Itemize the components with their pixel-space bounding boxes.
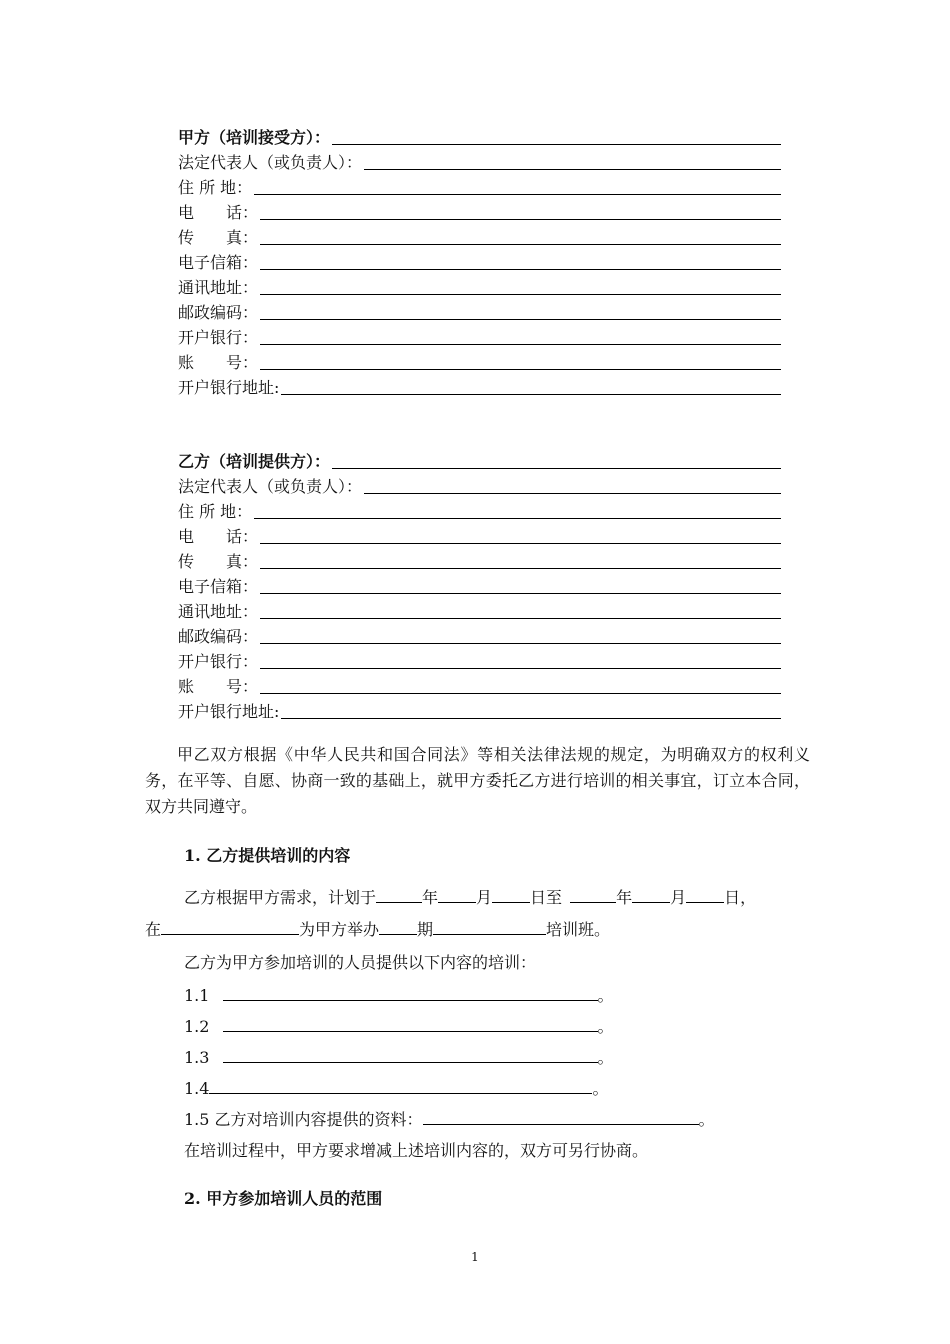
item-period: 。: [597, 1048, 614, 1067]
party-a-field-label: 账 号：: [178, 353, 259, 372]
class-name-blank[interactable]: [433, 918, 546, 935]
party-b-field-blank[interactable]: [254, 518, 781, 519]
plan-prefix: 乙方根据甲方需求，计划于: [184, 888, 377, 907]
start-day-blank[interactable]: [492, 886, 530, 903]
location-blank[interactable]: [161, 918, 299, 935]
party-a-field-label: 开户银行地址:: [178, 378, 280, 397]
party-a-field-row: [178, 149, 781, 173]
party-b-field-row: [178, 648, 781, 672]
party-b-name-blank[interactable]: [332, 468, 781, 469]
party-b-field-row: [178, 523, 781, 547]
party-a-field-blank[interactable]: [260, 269, 781, 270]
party-a-field-label: 法定代表人（或负责人）：: [178, 153, 363, 172]
item-number: 1.4: [184, 1079, 210, 1098]
party-b-field-label: 开户银行地址:: [178, 702, 280, 721]
year-label: 年: [422, 888, 439, 907]
item-period: 。: [597, 1017, 614, 1036]
party-a-field-label: 电子信箱：: [178, 253, 259, 272]
item-content-blank[interactable]: [223, 984, 598, 1001]
party-a-field-row: [178, 349, 781, 373]
party-b-field-row: [178, 548, 781, 572]
party-b-field-label: 邮政编码：: [178, 627, 259, 646]
party-b-field-blank[interactable]: [364, 493, 781, 494]
training-item: [184, 1046, 614, 1069]
item-content-blank[interactable]: [209, 1077, 592, 1094]
party-b-field-blank[interactable]: [260, 668, 781, 669]
end-month-blank[interactable]: [632, 886, 670, 903]
start-month-blank[interactable]: [438, 886, 476, 903]
party-b-field-row: [178, 473, 781, 497]
party-a-field-row: [178, 324, 781, 348]
party-b-field-label: 电 话：: [178, 527, 259, 546]
party-a-name-blank[interactable]: [332, 144, 781, 145]
day-label: 日，: [724, 888, 757, 907]
party-a-field-row: [178, 274, 781, 298]
training-item: [184, 1015, 614, 1038]
day-to-label: 日至: [530, 888, 563, 907]
period-count-blank[interactable]: [379, 918, 417, 935]
party-a-field-blank[interactable]: [260, 319, 781, 320]
party-a-field-row: [178, 249, 781, 273]
party-b-field-row: [178, 673, 781, 697]
item-number: 1.1: [184, 986, 215, 1005]
party-b-field-label: 传 真：: [178, 552, 259, 571]
party-b-field-blank[interactable]: [260, 643, 781, 644]
materials-blank[interactable]: [423, 1108, 699, 1125]
provide-line: 乙方为甲方参加培训的人员提供以下内容的培训：: [184, 953, 537, 972]
party-b-field-label: 通讯地址：: [178, 602, 259, 621]
item-content-blank[interactable]: [223, 1015, 598, 1032]
party-b-field-label: 住 所 地：: [178, 502, 253, 521]
party-b-field-blank[interactable]: [260, 618, 781, 619]
materials-label: 1.5 乙方对培训内容提供的资料：: [184, 1110, 423, 1129]
party-a-field-label: 开户银行：: [178, 328, 259, 347]
party-a-field-blank[interactable]: [260, 244, 781, 245]
party-b-title-row: [178, 448, 781, 472]
start-year-blank[interactable]: [376, 886, 422, 903]
party-b-field-row: [178, 623, 781, 647]
materials-line: [184, 1108, 715, 1131]
party-b-field-label: 开户银行：: [178, 652, 259, 671]
item-period: 。: [597, 986, 614, 1005]
party-b-field-row: [178, 573, 781, 597]
training-plan-line-1: [184, 886, 756, 909]
party-a-field-row: [178, 199, 781, 223]
party-b-field-blank[interactable]: [260, 543, 781, 544]
year-label: 年: [616, 888, 633, 907]
party-a-field-row: [178, 174, 781, 198]
party-a-field-label: 电 话：: [178, 203, 259, 222]
end-day-blank[interactable]: [686, 886, 724, 903]
training-item: [184, 984, 614, 1007]
training-item: [184, 1077, 608, 1100]
party-b-field-blank[interactable]: [281, 718, 781, 719]
host-label: 为甲方举办: [299, 920, 380, 939]
period-label: 期: [417, 920, 434, 939]
party-a-title: 甲方（培训接受方）：: [178, 128, 331, 147]
party-b-field-label: 法定代表人（或负责人）：: [178, 477, 363, 496]
party-b-field-row: [178, 598, 781, 622]
party-a-field-blank[interactable]: [281, 394, 781, 395]
month-label: 月: [670, 888, 687, 907]
item-period: 。: [592, 1079, 609, 1098]
section-2-heading: 2. 甲方参加培训人员的范围: [184, 1189, 383, 1208]
intro-paragraph: 甲乙双方根据《中华人民共和国合同法》等相关法律法规的规定，为明确双方的权利义务，在平等、自愿、协商一致的基础上，就甲方委托乙方进行培训的相关事宜，订立本合同，双方共同遵守。: [145, 745, 810, 816]
party-a-field-blank[interactable]: [260, 219, 781, 220]
item-number: 1.3: [184, 1048, 215, 1067]
party-a-field-blank[interactable]: [260, 369, 781, 370]
party-a-field-row: [178, 299, 781, 323]
party-a-title-row: [178, 124, 781, 148]
party-b-field-row: [178, 498, 781, 522]
party-b-field-blank[interactable]: [260, 593, 781, 594]
month-label: 月: [476, 888, 493, 907]
materials-period: 。: [698, 1110, 715, 1129]
party-a-field-label: 传 真：: [178, 228, 259, 247]
party-b-field-label: 电子信箱：: [178, 577, 259, 596]
party-a-field-blank[interactable]: [260, 294, 781, 295]
end-year-blank[interactable]: [570, 886, 616, 903]
item-number: 1.2: [184, 1017, 215, 1036]
party-b-title: 乙方（培训提供方）：: [178, 452, 331, 471]
adjustment-note: 在培训过程中，甲方要求增减上述培训内容的，双方可另行协商。: [184, 1141, 649, 1160]
party-a-field-blank[interactable]: [254, 194, 781, 195]
party-b-field-row: [178, 698, 781, 722]
training-plan-line-2: [145, 918, 610, 941]
party-a-field-label: 邮政编码：: [178, 303, 259, 322]
party-a-field-row: [178, 374, 781, 398]
party-a-field-blank[interactable]: [260, 344, 781, 345]
party-b-field-blank[interactable]: [260, 568, 781, 569]
page-number: 1: [471, 1250, 479, 1264]
section-1-heading: 1. 乙方提供培训的内容: [184, 846, 351, 865]
at-label: 在: [145, 920, 162, 939]
party-a-field-label: 通讯地址：: [178, 278, 259, 297]
party-a-field-row: [178, 224, 781, 248]
class-label: 培训班。: [546, 920, 611, 939]
party-b-field-label: 账 号：: [178, 677, 259, 696]
party-a-field-label: 住 所 地：: [178, 178, 253, 197]
party-b-field-blank[interactable]: [260, 693, 781, 694]
item-content-blank[interactable]: [223, 1046, 598, 1063]
party-a-field-blank[interactable]: [364, 169, 781, 170]
